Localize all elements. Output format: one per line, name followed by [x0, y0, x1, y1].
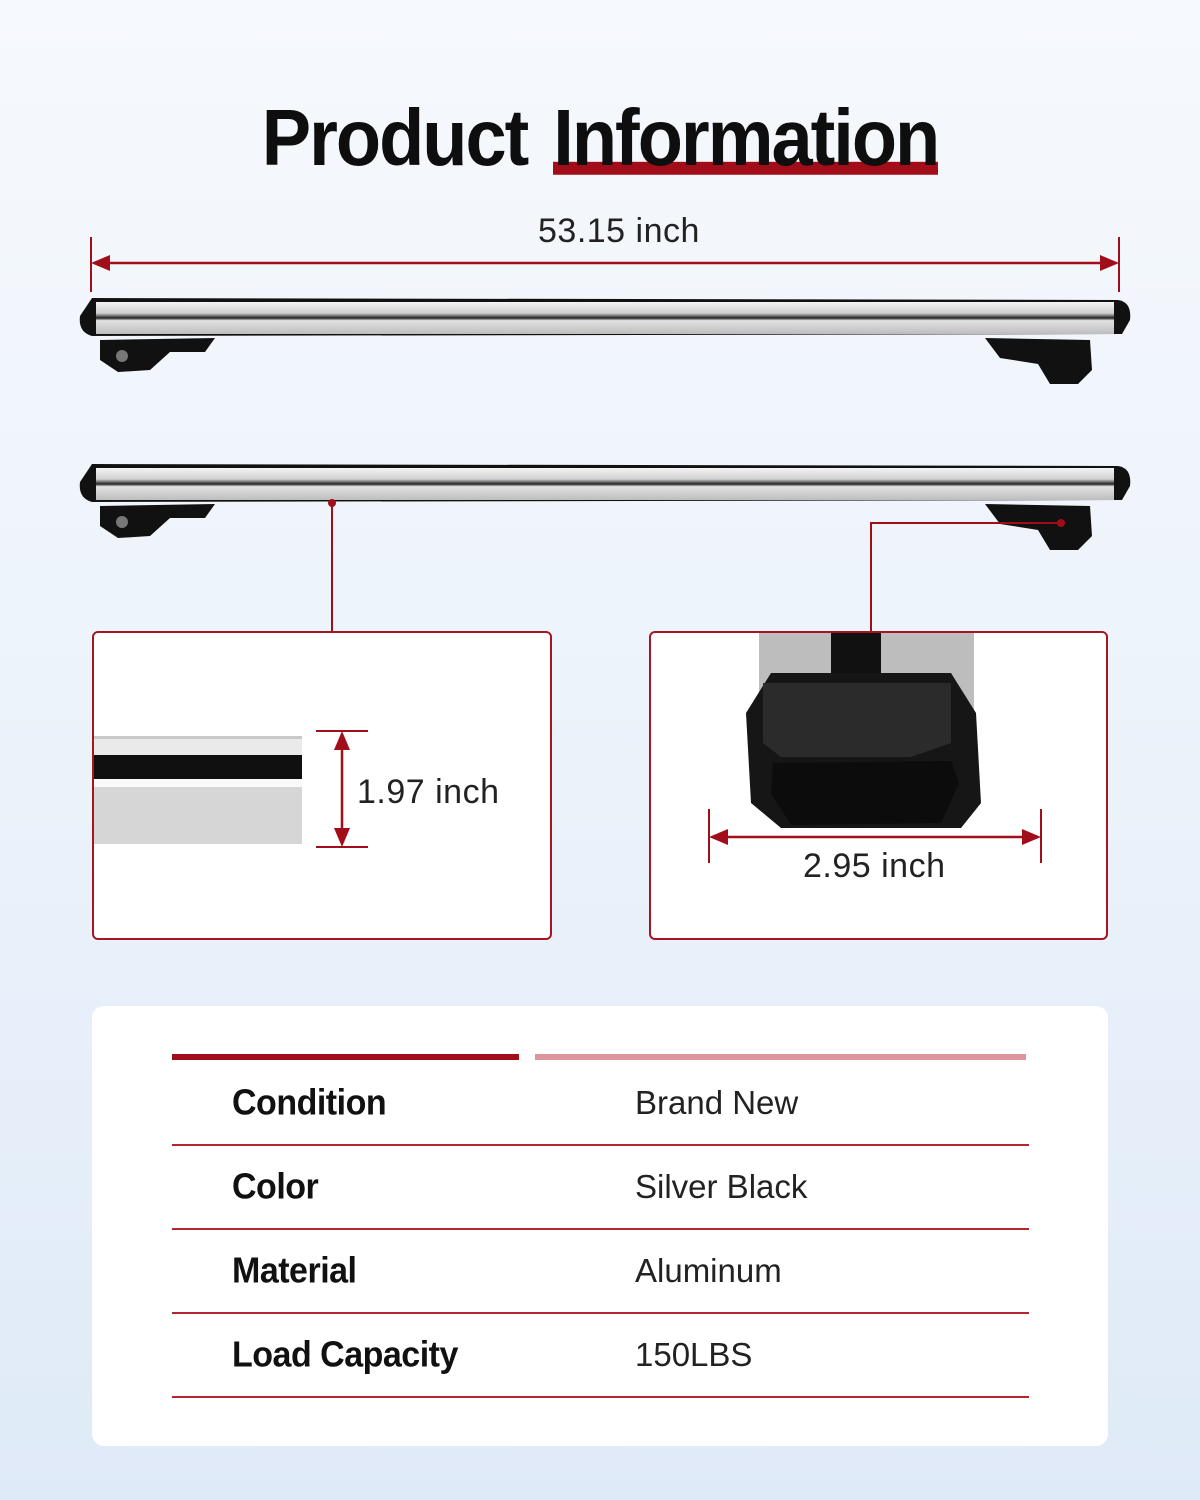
width-detail-card: [649, 631, 1108, 940]
length-dimension-line: [0, 0, 1200, 300]
spec-label: Color: [232, 1167, 319, 1207]
spec-value: Silver Black: [635, 1168, 808, 1205]
width-label: 2.95 inch: [803, 847, 946, 885]
spec-label: Load Capacity: [232, 1335, 458, 1375]
title-word-information: Information: [553, 92, 939, 183]
bar-end-cap-image: [651, 633, 1108, 940]
spec-table: [92, 1006, 1108, 1446]
spec-row-material: [172, 1230, 1029, 1314]
spec-value: Aluminum: [635, 1252, 782, 1289]
header-bar-right: [535, 1054, 1026, 1060]
height-label: 1.97 inch: [357, 773, 500, 811]
spec-value: 150LBS: [635, 1336, 753, 1373]
height-detail-card: [92, 631, 552, 940]
spec-label: Condition: [232, 1083, 387, 1123]
spec-row-condition: [172, 1062, 1029, 1146]
callout-lines: [0, 500, 1200, 640]
spec-value: Brand New: [635, 1084, 799, 1121]
spec-label: Material: [232, 1251, 357, 1291]
crossbar-image-top: [0, 280, 1200, 400]
spec-row-load-capacity: [172, 1314, 1029, 1398]
spec-row-color: [172, 1146, 1029, 1230]
header-bar-left: [172, 1054, 519, 1060]
length-label: 53.15 inch: [538, 212, 700, 250]
title-word-product: Product: [261, 92, 528, 183]
